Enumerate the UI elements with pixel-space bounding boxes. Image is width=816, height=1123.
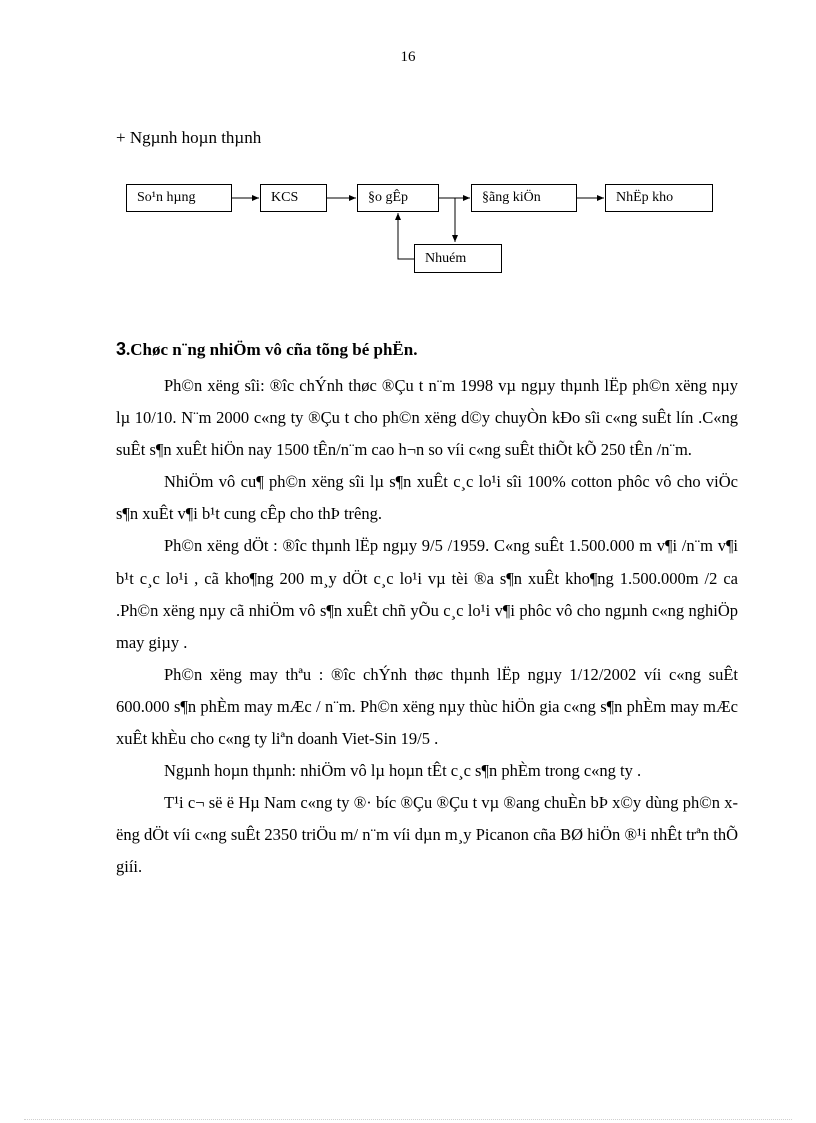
flow-step-kcs [260, 184, 327, 212]
paragraph-ha-nam: T¹i c¬ së ë Hµ Nam c«ng ty ®· bíc ®Çu ®Çu t vµ ®ang chuÈn bÞ x©y dùng ph©n xëng dÖt víi c«ng suÊt 2350 triÖu m/ n¨m víi dµn m¸y Picanon cña BØ hiÖn ®¹i nhÊt trªn thÕ giíi. [116, 793, 738, 877]
heading-text: .Chøc n¨ng nhiÖm vô cña tõng bé phËn. [126, 340, 418, 359]
flow-step-measure-fold [357, 184, 439, 212]
page-number: 16 [400, 49, 416, 65]
paragraph-spinning-duty: NhiÖm vô cu¶ ph©n xëng sîi lµ s¶n xuÊt c¸c lo¹i sîi 100% cotton phôc vô cho viÖc s¶n xuÊt v¶i b¹t cung cÊp cho thÞ trêng. [116, 472, 738, 524]
flow-step-label: NhËp kho [616, 190, 674, 205]
heading-number: 3 [116, 339, 127, 359]
flow-step-warehouse [605, 184, 713, 212]
arrow-dye-return [398, 213, 414, 259]
paragraph-finishing: Ngµnh hoµn thµnh: nhiÖm vô lµ hoµn tÊt c¸c s¶n phÈm trong c«ng ty . [164, 761, 642, 781]
bottom-rule [24, 1119, 792, 1120]
section-label: + Ngµnh hoµn thµnh [116, 128, 262, 147]
flow-arrows [0, 0, 816, 300]
paragraph-weaving: Ph©n xëng dÖt : ®îc thµnh lËp ngµy 9/5 /1959. C«ng suÊt 1.500.000 m v¶i /n¨m v¶i b¹t c¸c lo¹i , cã kho¶ng 200 m¸y dÖt c¸c lo¹i vµ tèi ®a s¶n xuÊt kho¶ng 1.500.000m /2 ca .Ph©n xëng nµy cã nhiÖm vô s¶n xuÊt chñ yÕu c¸c lo¹i v¶i phôc vô cho ngµnh c«ng nghiÖp may giµy . [116, 536, 738, 652]
flow-step-prepare [126, 184, 232, 212]
flow-step-dyeing [414, 244, 502, 273]
flow-step-packing [471, 184, 577, 212]
flow-step-label: So¹n hµng [137, 190, 196, 205]
flow-step-label: Nhuém [425, 250, 467, 266]
paragraph-sewing: Ph©n xëng may thªu : ®îc chÝnh thøc thµnh lËp ngµy 1/12/2002 víi c«ng suÊt 600.000 s¶n phÈm may mÆc / n¨m. Ph©n xëng nµy thùc hiÖn gia c«ng s¶n phÈm may mÆc xuÊt khÈu cho c«ng ty liªn doanh Viet-Sin 19/5 . [116, 664, 738, 749]
body-text [116, 370, 738, 884]
flow-step-label: KCS [271, 190, 299, 205]
paragraph-spinning: Ph©n xëng sîi: ®îc chÝnh thøc ®Çu t n¨m 1998 vµ ngµy thµnh lËp ph©n xëng nµy lµ 10/10. N¨m 2000 c«ng ty ®Çu t cho ph©n xëng d©y chuyÒn kÐo sîi c«ng suÊt lín .C«ng suÊt s¶n xuÊt hiÖn nay 1500 tÊn/n¨m cao h¬n so víi c«ng suÊt thiÕt kÕ 250 tÊn /n¨m. [116, 376, 738, 460]
flow-step-label: §o gÊp [368, 190, 409, 205]
section-heading [116, 339, 417, 360]
flow-step-label: §ãng kiÖn [482, 190, 541, 205]
